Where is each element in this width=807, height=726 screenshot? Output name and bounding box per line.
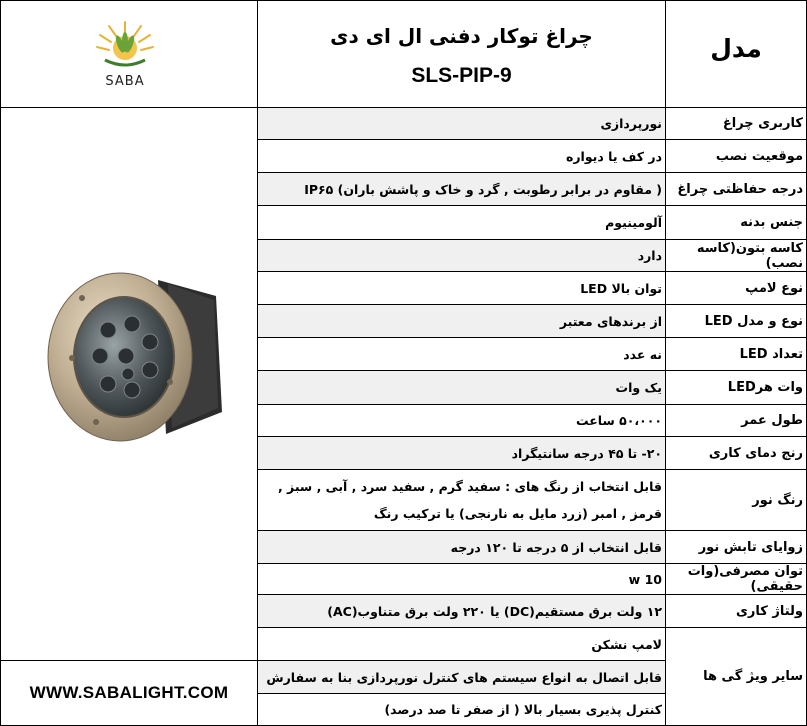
model-code: SLS-PIP-9 <box>411 64 512 87</box>
spec-label: توان مصرفی(وات حقیقی) <box>687 564 803 594</box>
saba-logo <box>70 12 180 92</box>
spec-label: نوع لامپ <box>745 280 803 296</box>
wheat-sun-icon <box>70 12 180 74</box>
spec-value: نورپردازی <box>600 116 662 131</box>
product-title: چراغ توکار دفنی ال ای دی <box>330 24 593 48</box>
spec-value: قابل اتصال به انواع سیستم های کنترل نورپردازی بنا به سفارش <box>266 669 662 685</box>
spec-label: جنس بدنه <box>740 215 803 230</box>
spec-label: درجه حفاظتی چراغ <box>677 181 803 197</box>
spec-value: قابل انتخاب از ۵ درجه تا ۱۲۰ درجه <box>450 539 662 555</box>
spec-label: ولتاژ کاری <box>736 603 803 619</box>
website-url: WWW.SABALIGHT.COM <box>29 683 229 702</box>
spec-value: نه عدد <box>623 346 662 362</box>
spec-label: نوع و مدل LED <box>704 313 803 329</box>
spec-value: از برندهای معتبر <box>559 313 662 329</box>
model-header-label: مدل <box>710 34 762 63</box>
spec-label: تعداد LED <box>739 346 803 362</box>
spec-value: دارد <box>637 248 662 263</box>
spec-label: زوایای تابش نور <box>698 539 803 555</box>
spec-label: سایر ویژ گی ها <box>703 669 803 684</box>
spec-value: ۲۰- تا ۴۵ درجه سانتیگراد <box>511 445 662 461</box>
spec-label: کاربری چراغ <box>722 116 803 131</box>
spec-value: ( مقاوم در برابر رطوبت , گرد و خاک و پاشش باران) IP۶۵ <box>304 181 662 197</box>
spec-value: 10 w <box>628 571 662 587</box>
spec-value: یک وات <box>615 380 662 395</box>
spec-label: کاسه بتون(کاسه نصب) <box>696 240 803 271</box>
spec-label: رنگ نور <box>752 492 803 508</box>
spec-value: ۱۲ ولت برق مستقیم(DC) یا ۲۲۰ ولت برق متناوب(AC) <box>327 603 662 619</box>
spec-label: وات هرLED <box>727 380 803 395</box>
spec-label: موقعیت نصب <box>715 148 803 164</box>
spec-value: آلومینیوم <box>605 215 662 230</box>
spec-value: ۵۰،۰۰۰ ساعت <box>575 413 662 428</box>
spec-value: توان بالا LED <box>580 280 662 296</box>
spec-value: لامپ نشکن <box>591 636 662 652</box>
spec-value: قابل انتخاب از رنگ های : سفید گرم , سفید سرد , آبی , سبز , قرمز , امبر (زرد مایل به نارنجی) یا ترکیب رنگ <box>277 479 662 521</box>
spec-label: رنج دمای کاری <box>708 445 803 461</box>
spec-value: کنترل پذیری بسیار بالا ( از صفر تا صد درصد) <box>384 702 662 717</box>
logo-text: SABA <box>105 74 145 89</box>
product-photo <box>38 262 228 452</box>
spec-value: در کف یا دیواره <box>565 148 662 164</box>
spec-label: طول عمر <box>741 413 803 428</box>
